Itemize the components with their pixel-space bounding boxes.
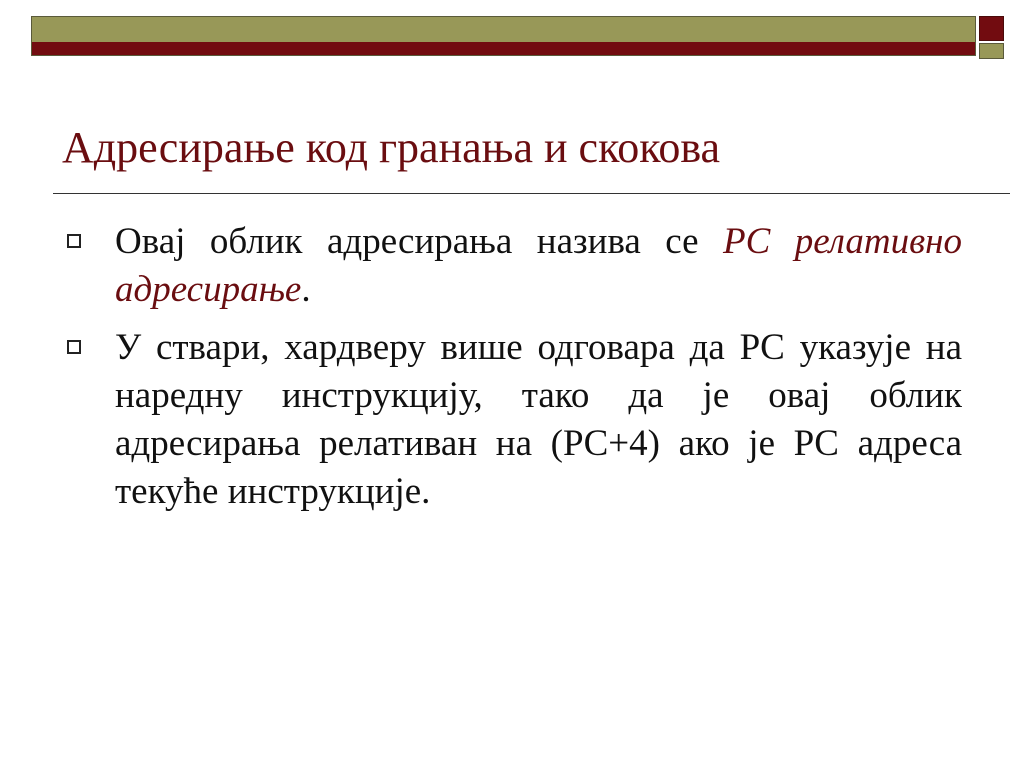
bullet-1-emphasis: PC релативно адресирање bbox=[115, 221, 962, 310]
bullet-1-text-after: . bbox=[301, 269, 311, 310]
bullet-text-2: У ствари, хардверу више одговара да PC указује на наредну инструкцију, тако да је овај облик адресирања релативан на (PC+4) ако је PC адреса текуће инструкције. bbox=[115, 327, 962, 512]
bullet-1-text-before: Овај облик адресирања назива се bbox=[115, 221, 724, 262]
decorative-header-bar bbox=[31, 16, 976, 56]
decorative-square-maroon bbox=[979, 16, 1004, 41]
header-bar-maroon-band bbox=[32, 42, 975, 56]
bullet-item-1 bbox=[62, 218, 962, 314]
title-divider bbox=[53, 193, 1010, 194]
decorative-square-olive bbox=[979, 43, 1004, 59]
bullet-text-1 bbox=[115, 218, 962, 314]
slide-title: Адресирање код гранања и скокова bbox=[62, 123, 721, 172]
hollow-square-icon bbox=[67, 340, 81, 354]
header-bar-olive-band bbox=[32, 17, 975, 42]
bullet-list bbox=[62, 218, 962, 526]
hollow-square-icon bbox=[67, 234, 81, 248]
bullet-item-2 bbox=[62, 324, 962, 516]
